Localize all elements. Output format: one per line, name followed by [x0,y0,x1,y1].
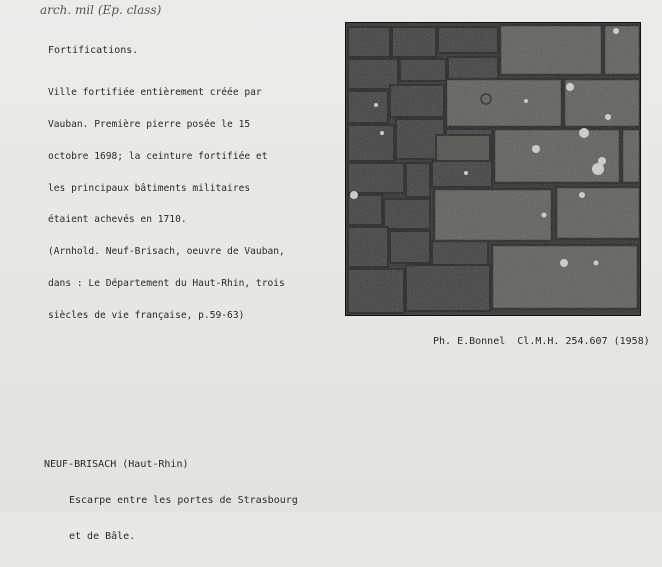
handwritten-classification-note: arch. mil (Ep. class) [40,3,162,17]
description-line: Ville fortifiée entièrement créée par [48,87,262,99]
description-line: (Arnhold. Neuf-Brisach, oeuvre de Vauban, [48,246,285,258]
description-line: octobre 1698; la ceinture fortifiée et [48,150,268,162]
location-subject-line: et de Bâle. [69,531,136,542]
description-line: siècles de vie française, p.59-63) [48,309,245,321]
photo-credit: Ph. E.Bonnel Cl.M.H. 254.607 (1958) [433,336,650,347]
description-line: Vauban. Première pierre posée le 15 [48,118,251,130]
stone-wall-photograph [345,22,641,316]
record-heading: Fortifications. [48,45,139,56]
description-line: étaient achevés en 1710. [48,214,187,226]
location-place: NEUF-BRISACH (Haut-Rhin) [44,459,189,470]
description-line: dans : Le Département du Haut-Rhin, trois [48,277,285,289]
description-line: les principaux bâtiments militaires [48,182,251,194]
location-caption [44,435,298,567]
location-subject-line: Escarpe entre les portes de Strasbourg [69,495,298,506]
record-description [48,67,285,342]
